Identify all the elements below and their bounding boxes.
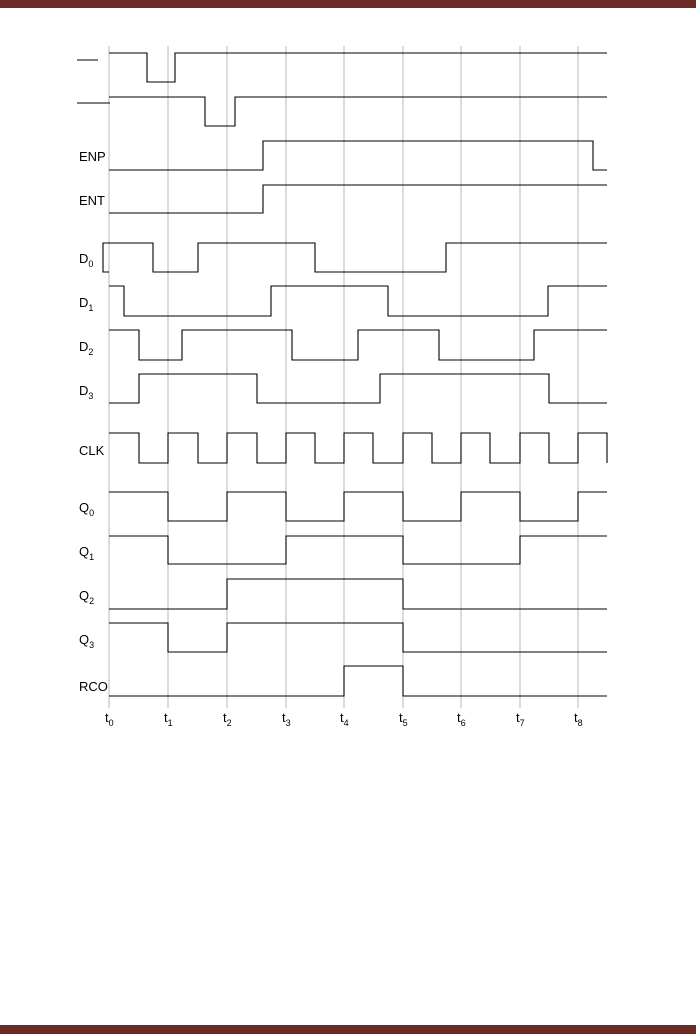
time-label-base: t [223, 710, 227, 725]
waveform-ent [109, 185, 607, 213]
time-label-subscript: 1 [167, 718, 173, 728]
signal-label-d1-subscript: 1 [88, 303, 94, 313]
signal-label-d1 [79, 295, 93, 313]
signal-label-q2-subscript: 2 [89, 596, 95, 606]
signal-label-rco-text: RCO [79, 679, 108, 694]
time-label-base: t [516, 710, 520, 725]
waveform-d0 [103, 243, 607, 272]
time-label-subscript: 6 [460, 718, 466, 728]
time-label-t4 [340, 710, 349, 728]
waveform-q1 [109, 536, 607, 564]
signal-label-d0-text: D [79, 251, 89, 266]
waveform-q2 [109, 579, 607, 609]
time-label-t2 [223, 710, 232, 728]
time-label-t6 [457, 710, 466, 728]
time-label-base: t [105, 710, 109, 725]
signal-label-q3 [79, 632, 94, 650]
footer-band [0, 1025, 696, 1034]
time-label-base: t [574, 710, 578, 725]
waveform-clr [109, 53, 607, 82]
signal-label-d3-subscript: 3 [88, 391, 94, 401]
time-label-base: t [164, 710, 168, 725]
signal-label-d3-text: D [79, 383, 89, 398]
time-label-subscript: 7 [519, 718, 525, 728]
signal-label-d0 [79, 251, 93, 269]
time-label-subscript: 4 [343, 718, 349, 728]
signal-label-d2-subscript: 2 [88, 347, 94, 357]
signal-label-d2 [79, 339, 93, 357]
time-label-t3 [282, 710, 291, 728]
signal-label-q1 [79, 544, 94, 562]
signal-label-d2-text: D [79, 339, 89, 354]
time-label-subscript: 8 [577, 718, 583, 728]
waveform-clk [109, 433, 607, 463]
time-label-subscript: 2 [226, 718, 232, 728]
signal-label-q0-subscript: 0 [89, 508, 95, 518]
signal-waveforms [103, 53, 607, 696]
signal-label-q0-text: Q [79, 500, 90, 515]
time-label-subscript: 0 [108, 718, 114, 728]
signal-label-q0 [79, 500, 94, 518]
signal-label-enp [79, 149, 106, 164]
time-label-t5 [399, 710, 408, 728]
waveform-q0 [109, 492, 607, 521]
signal-label-clk-text: CLK [79, 443, 105, 458]
signal-label-ent-text: ENT [79, 193, 105, 208]
time-label-base: t [282, 710, 286, 725]
time-label-subscript: 3 [285, 718, 291, 728]
time-label-base: t [457, 710, 461, 725]
time-label-t0 [105, 710, 114, 728]
time-label-t1 [164, 710, 173, 728]
signal-label-q3-text: Q [79, 632, 90, 647]
waveform-q3 [109, 623, 607, 652]
waveform-d2 [109, 330, 607, 360]
signal-label-d0-subscript: 0 [88, 259, 94, 269]
signal-labels [77, 60, 110, 694]
waveform-enp [109, 141, 607, 170]
time-label-t8 [574, 710, 583, 728]
signal-label-ent [79, 193, 105, 208]
signal-label-q2 [79, 588, 94, 606]
waveform-load [109, 97, 607, 126]
waveform-d1 [109, 286, 607, 316]
signal-label-q3-subscript: 3 [89, 640, 95, 650]
time-label-base: t [340, 710, 344, 725]
signal-label-q1-text: Q [79, 544, 90, 559]
time-label-base: t [399, 710, 403, 725]
signal-label-q1-subscript: 1 [89, 552, 95, 562]
signal-label-q2-text: Q [79, 588, 90, 603]
time-label-t7 [516, 710, 525, 728]
signal-label-d1-text: D [79, 295, 89, 310]
signal-label-rco [79, 679, 108, 694]
signal-label-d3 [79, 383, 93, 401]
signal-label-enp-text: ENP [79, 149, 106, 164]
time-axis [105, 710, 583, 728]
waveform-rco [109, 666, 607, 696]
waveform-d3 [109, 374, 607, 403]
signal-label-clk [79, 443, 105, 458]
time-label-subscript: 5 [402, 718, 408, 728]
